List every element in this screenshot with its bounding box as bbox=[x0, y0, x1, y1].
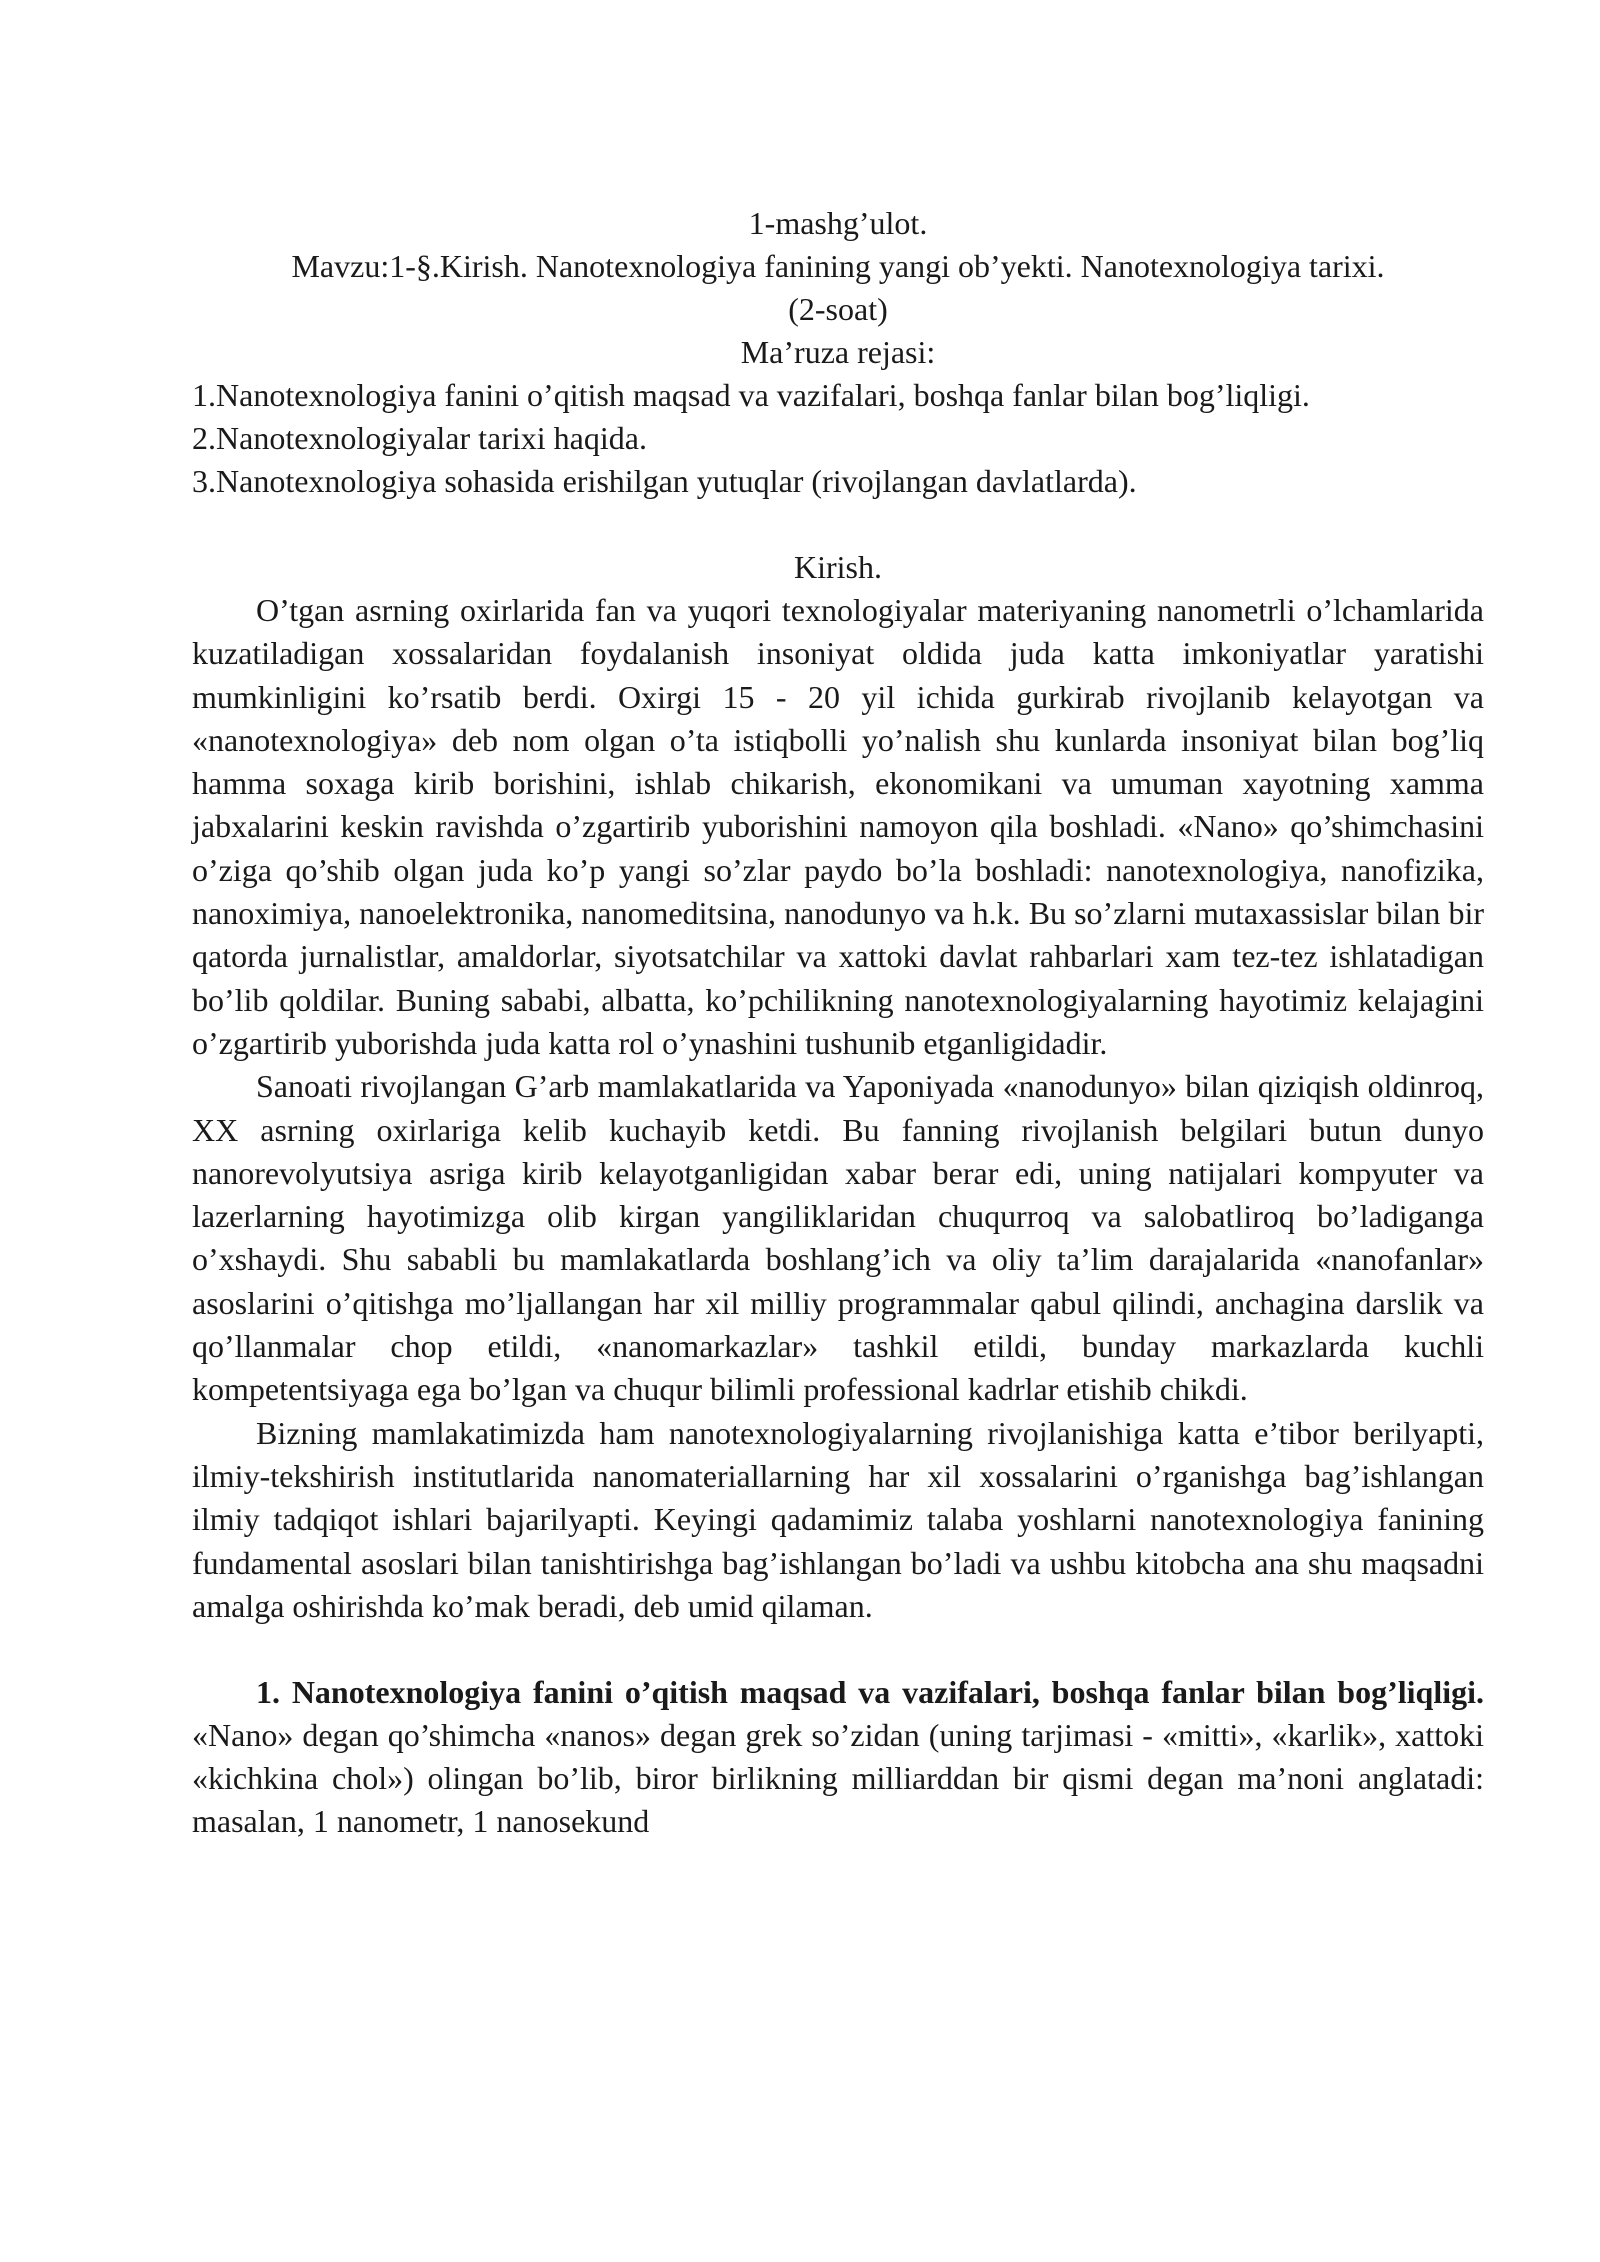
plan-item: 2.Nanotexnologiyalar tarixi haqida. bbox=[192, 420, 647, 456]
section-1-paragraph bbox=[192, 1671, 1484, 1843]
lecture-plan-list bbox=[192, 374, 1484, 503]
intro-paragraph: Bizning mamlakatimizda ham nanotexnologiyalarning rivojlanishiga katta e’tibor berilyapti, ilmiy-tekshirish institutlarida nanomateriallarning har xil xossalarini o’rganishga bag’ishlangan ilmiy tadqiqot ishlari bajarilyapti. Keyingi qadamimiz talaba yoshlarni nanotexnologiya fanining fundamental asoslari bilan tanishtirishga bag’ishlangan bo’ladi va ushbu kitobcha ana shu maqsadni amalga oshirishda ko’mak beradi, deb umid qilaman. bbox=[192, 1414, 1484, 1624]
lesson-number: 1-mashg’ulot. bbox=[748, 205, 928, 241]
document-page bbox=[192, 202, 1484, 1843]
blank-line bbox=[192, 503, 1484, 546]
plan-title: Ma’ruza rejasi: bbox=[740, 334, 936, 370]
hours-label: (2-soat) bbox=[788, 291, 888, 327]
section-1-text: «Nano» degan qo’shimcha «nanos» degan grek so’zidan (uning tarjimasi - «mitti», «karlik», xattoki «kichkina chol») olingan bo’lib, biror birlikning milliarddan bir qismi degan ma’noni anglatadi: masalan, 1 nanometr, 1 nanosekund bbox=[192, 1717, 1484, 1840]
section-1-heading: 1. Nanotexnologiya fanini o’qitish maqsad va vazifalari, boshqa fanlar bilan bog’liqligi. bbox=[256, 1674, 1484, 1711]
intro-paragraph: Sanoati rivojlangan G’arb mamlakatlarida va Yaponiyada «nanodunyo» bilan qiziqish oldinroq, XX asrning oxirlariga kelib kuchayib ketdi. Bu fanning rivojlanish belgilari butun dunyo nanorevolyutsiya asriga kirib kelayotganligidan xabar berar edi, uning natijalari kompyuter va lazerlarning hayotimizga olib kirgan yangiliklaridan chuqurroq va salobatliroq bo’ladiganga o’xshaydi. Shu sababli bu mamlakatlarda boshlang’ich va oliy ta’lim darajalarida «nanofanlar» asoslarini o’qitishga mo’ljallangan har xil milliy programmalar qabul qilindi, anchagina darslik va qo’llanmalar chop etildi, «nanomarkazlar» tashkil etildi, bunday markazlarda kuchli kompetentsiyaga ega bo’lgan va chuqur bilimli professional kadrlar etishib chikdi. bbox=[192, 1068, 1484, 1408]
plan-item: 3.Nanotexnologiya sohasida erishilgan yutuqlar (rivojlangan davlatlarda). bbox=[192, 463, 1137, 499]
blank-line bbox=[192, 1628, 1484, 1671]
plan-item: 1.Nanotexnologiya fanini o’qitish maqsad va vazifalari, boshqa fanlar bilan bog’liqligi. bbox=[192, 377, 1310, 413]
intro-paragraph: O’tgan asrning oxirlarida fan va yuqori texnologiyalar materiyaning nanometrli o’lchamlarida kuzatiladigan xossalaridan foydalanish insoniyat oldida juda katta imkoniyatlar yaratishi mumkinligini ko’rsatib berdi. Oxirgi 15 - 20 yil ichida gurkirab rivojlanib kelayotgan va «nanotexnologiya» deb nom olgan o’ta istiqbolli yo’nalish shu kunlarda insoniyat bilan bog’liq hamma soxaga kirib borishini, ishlab chikarish, ekonomikani va umuman xayotning xamma jabxalarini keskin ravishda o’zgartirib yuborishini namoyon qila boshladi. «Nano» qo’shimchasini o’ziga qo’shib olgan juda ko’p yangi so’zlar paydo bo’la boshladi: nanotexnologiya, nanofizika, nanoximiya, nanoelektronika, nanomeditsina, nanodunyo va h.k. Bu so’zlarni mutaxassislar bilan bir qatorda jurnalistlar, amaldorlar, siyotsatchilar va xattoki davlat rahbarlari xam tez-tez ishlatadigan bo’lib qoldilar. Buning sababi, albatta, ko’pchilikning nanotexnologiyalarning hayotimiz kelajagini o’zgartirib yuborishda juda katta rol o’ynashini tushunib etganligidadir. bbox=[192, 592, 1484, 1061]
topic-title: Mavzu:1-§.Kirish. Nanotexnologiya fanining yangi ob’yekti. Nanotexnologiya tarixi. bbox=[291, 248, 1385, 284]
intro-title: Kirish. bbox=[794, 549, 882, 585]
